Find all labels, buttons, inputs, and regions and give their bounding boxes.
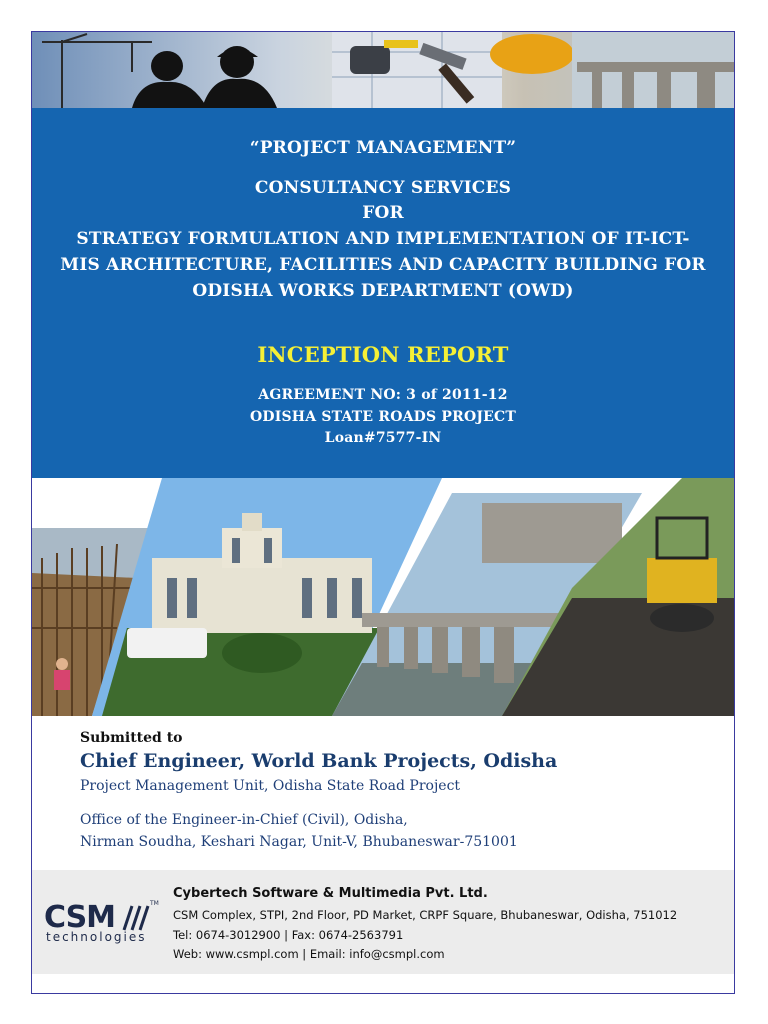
trademark-mark: TM (150, 900, 159, 907)
hard-hat-icon (490, 34, 574, 74)
road-roller-icon (647, 558, 717, 603)
strategy-heading-line3: ODISHA WORKS DEPARTMENT (OWD) (192, 281, 574, 301)
for-heading: FOR (362, 203, 404, 223)
recipient-title: Chief Engineer, World Bank Projects, Odisha (80, 750, 558, 772)
project-photo-collage (32, 478, 734, 716)
company-phone: Tel: 0674-3012900 | Fax: 0674-2563791 (173, 928, 404, 942)
project-name: ODISHA STATE ROADS PROJECT (249, 409, 516, 425)
construction-banner-illustration (32, 32, 734, 108)
loan-number: Loan#7577-IN (324, 430, 442, 446)
crane-icon (42, 34, 152, 108)
office-address-line1: Office of the Engineer-in-Chief (Civil), Odisha, (80, 812, 408, 828)
report-title: INCEPTION REPORT (257, 342, 509, 367)
csm-logo (44, 900, 174, 942)
strategy-heading-line1: STRATEGY FORMULATION AND IMPLEMENTATION OF IT-ICT- (76, 229, 690, 249)
company-footer (32, 870, 734, 974)
company-name: Cybertech Software & Multimedia Pvt. Ltd. (173, 886, 488, 901)
workers-silhouette-icon (132, 46, 277, 108)
bus-icon (127, 628, 207, 658)
project-photo-strip (32, 478, 734, 716)
title-panel (32, 108, 734, 478)
csm-logo-text: CSM (44, 900, 116, 935)
logo-swoosh-icon (120, 904, 156, 932)
strategy-heading-line2: MIS ARCHITECTURE, FACILITIES AND CAPACITY BUILDING FOR (60, 255, 706, 275)
office-address-line2: Nirman Soudha, Keshari Nagar, Unit-V, Bhubaneswar-751001 (80, 834, 518, 850)
company-address: CSM Complex, STPI, 2nd Floor, PD Market, CRPF Square, Bhubaneswar, Odisha, 751012 (173, 908, 678, 922)
project-management-heading: “PROJECT MANAGEMENT” (249, 138, 517, 158)
submitted-to-label: Submitted to (80, 730, 183, 746)
company-web-email: Web: www.csmpl.com | Email: info@csmpl.com (173, 947, 445, 961)
recipient-unit: Project Management Unit, Odisha State Road Project (80, 778, 461, 794)
agreement-number: AGREEMENT NO: 3 of 2011-12 (258, 387, 508, 403)
construction-banner-image (32, 32, 734, 108)
csm-logo-subtext: technologies (46, 930, 147, 944)
consultancy-services-heading: CONSULTANCY SERVICES (254, 178, 512, 198)
